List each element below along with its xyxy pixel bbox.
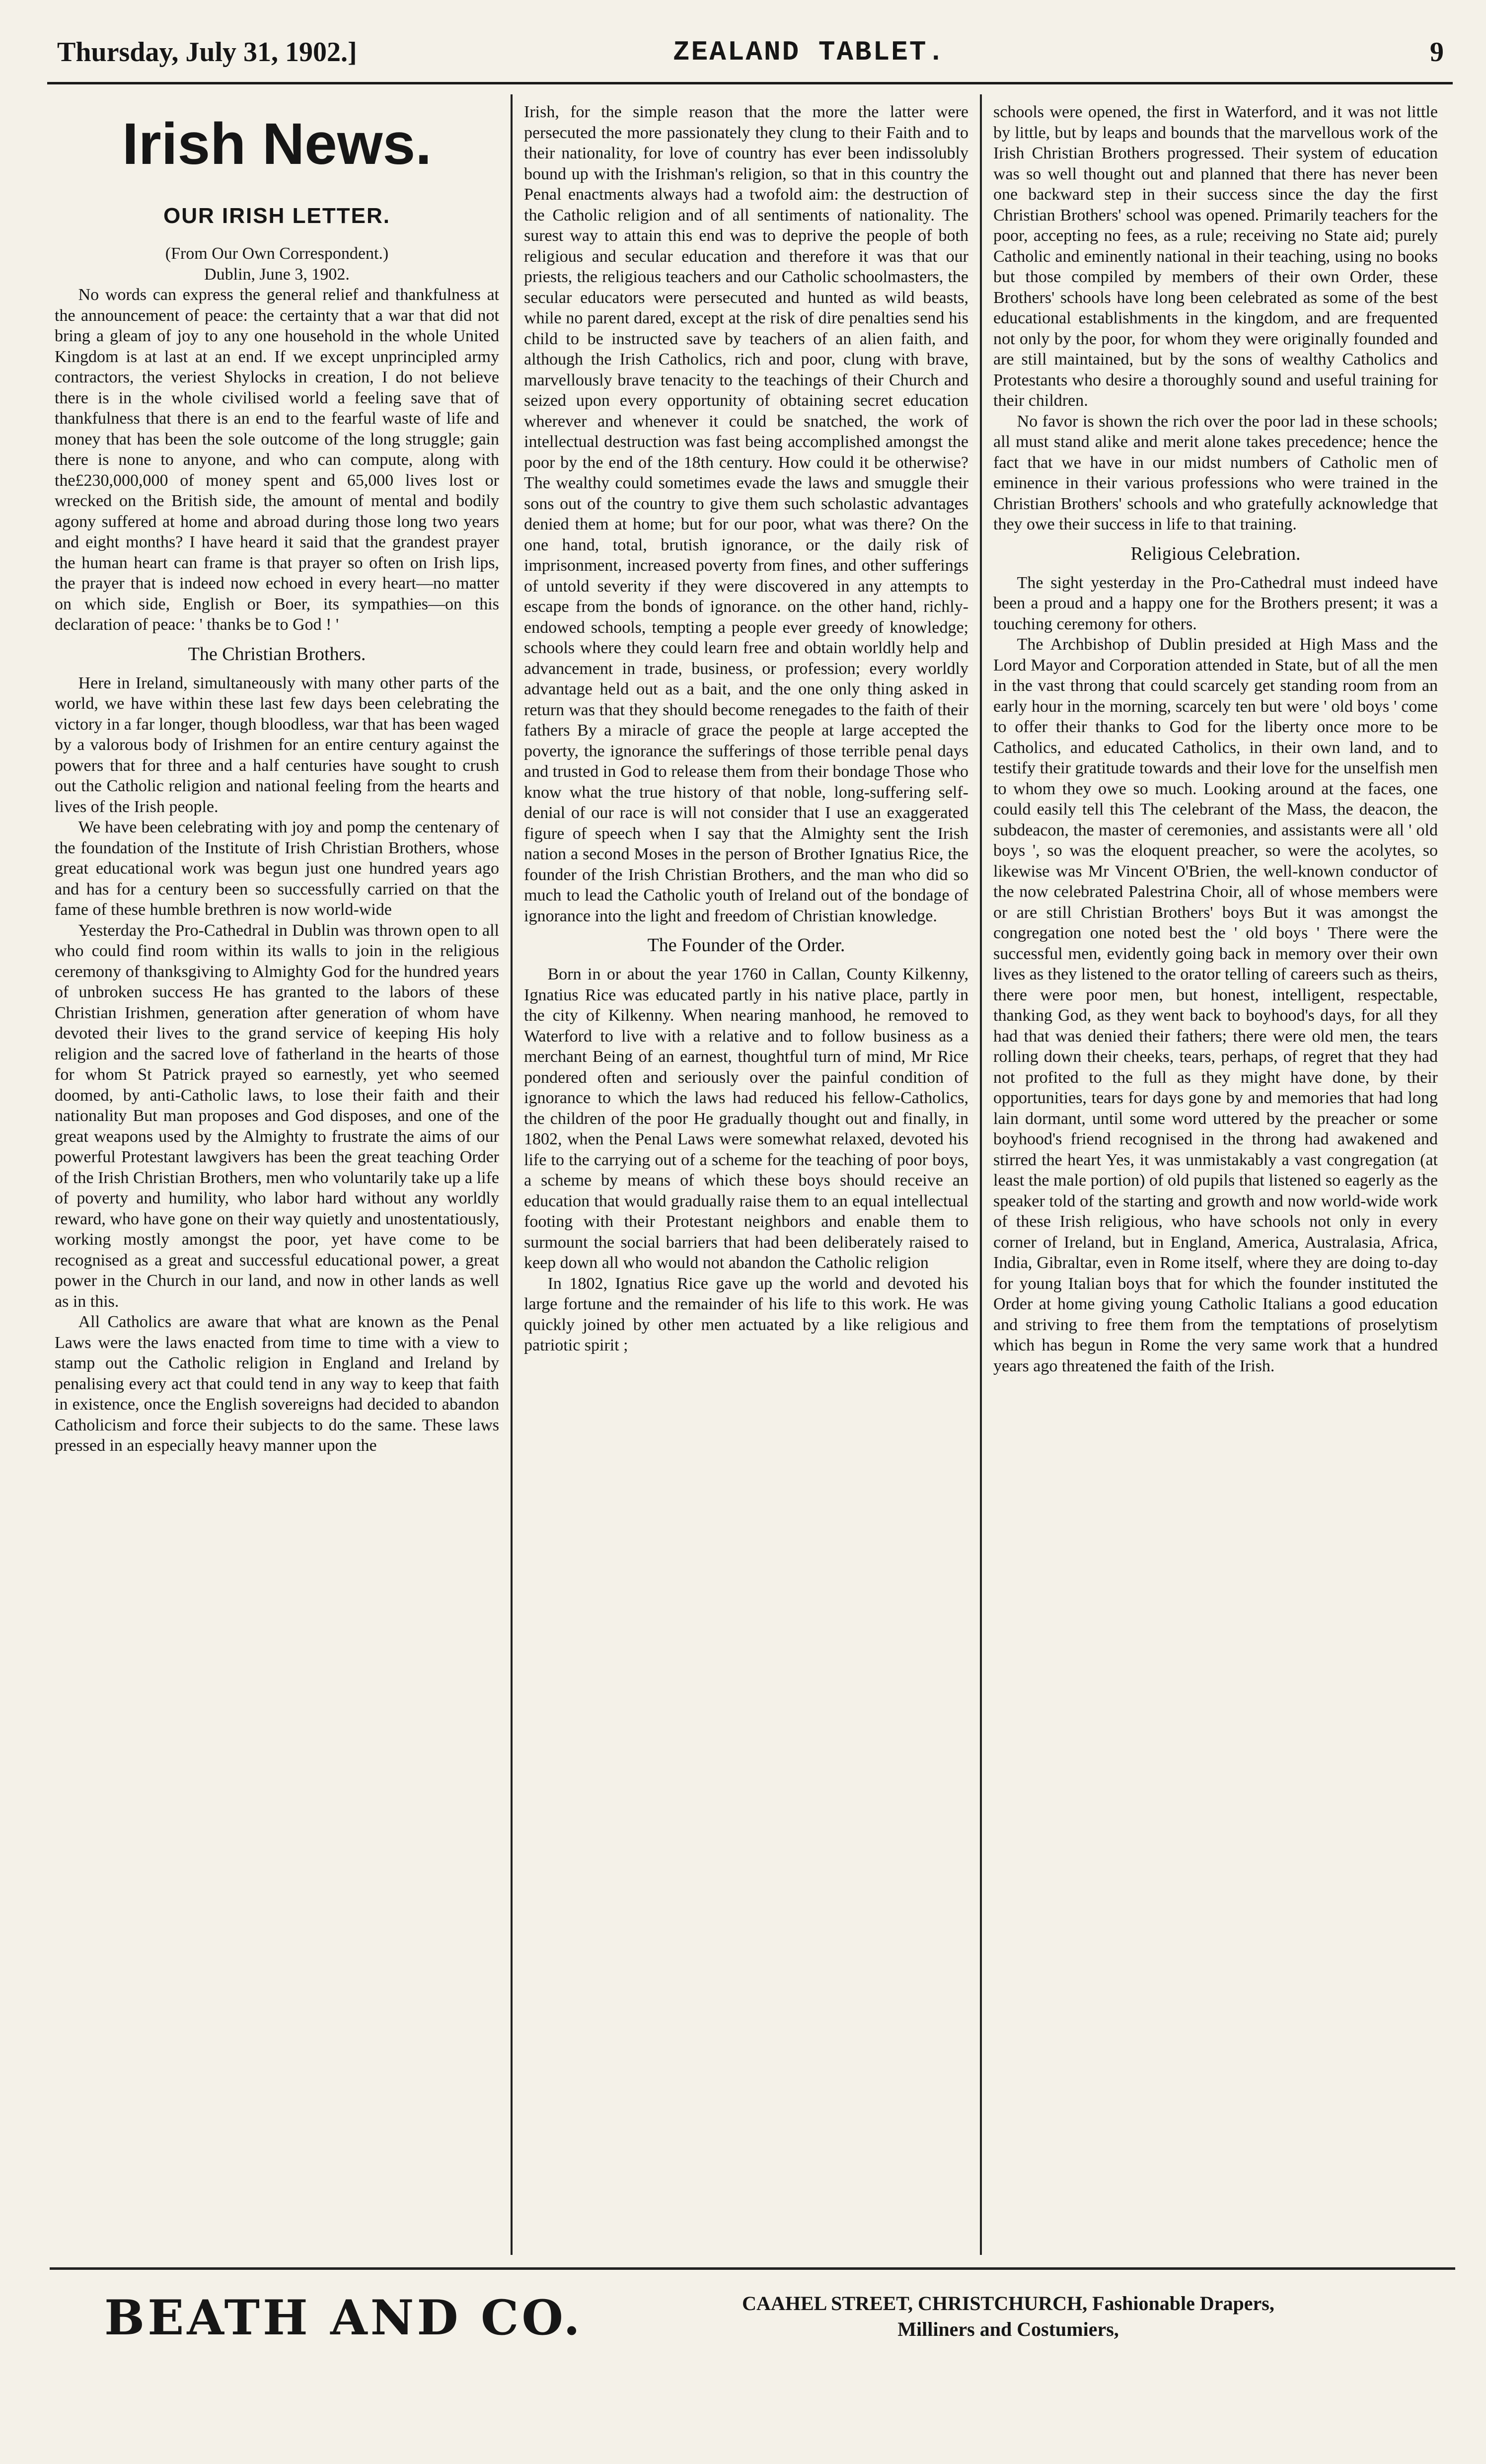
advertisement-line: CAAHEL STREET, CHRISTCHURCH, Fashionable Drapers,	[742, 2292, 1274, 2315]
subheading: The Founder of the Order.	[647, 935, 845, 956]
column-divider	[511, 94, 513, 2255]
page-number: 9	[1430, 37, 1444, 68]
article-headline: OUR IRISH LETTER.	[163, 204, 390, 228]
paragraph: No words can express the general relief and thankfulness at the announcement of peace: the certainty that a war that did not bring a gleam of joy to any one household in the whole United Kingdom is at last at an end. If we except unprincipled army contractors, the veriest Shylocks in creation, I do not believe there is in the whole civilised world a feeling save that of thankfulness that there is an end to the fearful waste of life and money that has been the sole outcome of the long struggle; gain there is none to anyone, and who can compute, along with the£230,000,000 of money spent and 65,000 lives lost or wrecked on the British side, the amount of mental and bodily agony suffered at home and abroad during those long two years and eight months? I have heard it said that the grandest prayer the human heart can frame is that prayer so often on Irish lips, the prayer that is indeed now echoed in every heart—no matter on which side, English or Boer, its sympathies—on this declaration of peace: ' thanks be to God ! '	[55, 286, 499, 634]
paragraph: Irish, for the simple reason that the more the latter were persecuted the more passionately they clung to their Faith and to their nationality, for love of country has ever been indissolubly bound up with the Irishman's religion, so that in this country the Penal enactments always had a twofold aim: the destruction of the Catholic religion and of all sentiments of nationality. The surest way to attain this end was to deprive the people of both religious and secular education and therefore it was that our priests, the religious teachers and our Catholic schoolmasters, the secular educators were persecuted and hunted as wild beasts, while no parent dared, except at the risk of dire penalties send his child to be instructed save by teachers of an alien faith, and although the Irish Catholics, rich and poor, clung with brave, marvellously brave tenacity to the teachings of their Church and seized upon every opportunity of obtaining secret education wherever and whenever it could be snatched, the work of intellectual destruction was fast being accomplished amongst the poor by the end of the 18th century. How could it be otherwise? The wealthy could sometimes evade the laws and smuggle their sons out of the country to give them such scholastic advantages denied them at home; but for our poor, what was there? On the one hand, total, brutish ignorance, or the daily risk of imprisonment, increased poverty from fines, and other sufferings of untold severity if they were discovered in any attempts to escape from the bonds of ignorance. on the other hand, richly-endowed schools, tempting a people ever greedy of knowledge; schools where they could learn free and obtain worldly help and advancement in trade, business, or profession; every worldly advantage held out as a bait, and the one only thing asked in return was that they should become renegades to the faith of their fathers By a miracle of grace the people at large accepted the poverty, the ignorance the sufferings of those terrible penal days and trusted in God to release them from their bondage Those who know what the true history of that noble, long-suffering self-denial of our race is will not consider that I use an exaggerated figure of speech when I say that the Almighty sent the Irish nation a second Moses in the person of Brother Ignatius Rice, the founder of the Irish Christian Brothers, and the man who did so much to lead the Catholic youth of Ireland out of the bondage of ignorance into the light and freedom of Christian knowledge.	[524, 103, 968, 925]
column-3	[993, 102, 1438, 2262]
paragraph: Born in or about the year 1760 in Callan, County Kilkenny, Ignatius Rice was educated partly in his native place, partly in the city of Kilkenny. When nearing manhood, he removed to Waterford to live with a relative and to follow business as a merchant Being of an earnest, thoughtful turn of mind, Mr Rice pondered often and seriously over the painful condition of ignorance to which the laws had reduced his fellow-Catholics, the children of the poor He gradually thought out and finally, in 1802, when the Penal Laws were somewhat relaxed, devoted his life to the carrying out of a scheme for the teaching of poor boys, a scheme by means of which these boys should receive an education that would gradually raise them to an equal intellectual footing with their Protestant neighbors and enable them to surmount the social barriers that had been deliberately raised to keep down all who would not abandon the Catholic religion	[524, 965, 968, 1272]
advertiser-name: BEATH AND CO.	[104, 2290, 583, 2346]
paragraph: In 1802, Ignatius Rice gave up the world and devoted his large fortune and the remainder of his life to this work. He was quickly joined by other men actuated by a like religious and patriotic spirit ;	[524, 1274, 968, 1354]
newspaper-title: ZEALAND TABLET.	[673, 36, 946, 68]
page-header	[47, 27, 1453, 84]
column-2	[524, 102, 968, 2262]
footer-rule	[50, 2267, 1455, 2270]
paragraph: The sight yesterday in the Pro-Cathedral must indeed have been a proud and a happy one for the Brothers present; it was a touching ceremony for others.	[993, 573, 1438, 633]
advertisement-line: Milliners and Costumiers,	[897, 2318, 1119, 2340]
issue-date: Thursday, July 31, 1902.]	[57, 37, 357, 68]
section-title: Irish News.	[122, 111, 432, 177]
byline: (From Our Own Correspondent.)	[165, 244, 389, 263]
subheading: The Christian Brothers.	[188, 643, 366, 665]
paragraph: schools were opened, the first in Waterford, and it was not little by little, but by leaps and bounds that the marvellous work of the Irish Christian Brothers progressed. Their system of education was so well thought out and planned that there has never been one backward step in their success since the day the first Christian Brothers' school was opened. Primarily teachers for the poor, accepting no fees, as a rule; receiving no State aid; purely Catholic and eminently national in their teaching, using no books but those compiled by members of their own Order, these Brothers' schools have long been celebrated as some of the best educational establishments in the kingdom, and are frequented not only by the poor, for whom they were originally founded and are still maintained, but by the sons of wealthy Catholics and Protestants who desire a thoroughly sound and useful training for their children.	[993, 103, 1438, 410]
paragraph: All Catholics are aware that what are known as the Penal Laws were the laws enacted from time to time with a view to stamp out the Catholic religion in England and Ireland by penalising every act that could tend in any way to keep that faith in existence, once the English sovereigns had decided to abandon Catholicism and force their subjects to do the same. These laws pressed in an especially heavy manner upon the	[55, 1313, 499, 1455]
column-divider	[980, 94, 982, 2255]
paragraph: Here in Ireland, simultaneously with many other parts of the world, we have within these last few days been celebrating the victory in a far longer, though bloodless, war that has been waged by a valorous body of Irishmen for an entire century against the powers that for three and a half centuries have sought to crush out the Catholic religion and national feeling from the hearts and lives of the Irish people.	[55, 673, 499, 816]
paragraph: We have been celebrating with joy and pomp the centenary of the foundation of the Institute of Irish Christian Brothers, whose great educational work was begun just one hundred years ago and has for a century been so successfully carried on that the fame of these humble brethren is now world-wide	[55, 818, 499, 919]
subheading: Religious Celebration.	[1130, 543, 1301, 564]
paragraph: Yesterday the Pro-Cathedral in Dublin was thrown open to all who could find room within its walls to join in the religious ceremony of thanksgiving to Almighty God for the hundred years of unbroken success He has granted to the labors of these Christian Irishmen, generation after generation of whom have devoted their lives to the grand service of keeping His holy religion and the sacred love of fatherland in the hearts of those for whom St Patrick prayed so earnestly, yet who seemed doomed, by anti-Catholic laws, to lose their faith and their nationality But man proposes and God disposes, and one of the great weapons used by the Almighty to frustrate the aims of our powerful Protestant lawgivers has been the great teaching Order of the Irish Christian Brothers, men who voluntarily take up a life of poverty and humility, who labor hard without any worldly reward, who have gone on their way quietly and unostentatiously, working mostly amongst the poor, yet have come to be recognised as a great and successful educational power, a great power in the Church in our land, and now in other lands as well as in this.	[55, 921, 499, 1311]
advertisement-text	[661, 2291, 1356, 2342]
paragraph: The Archbishop of Dublin presided at High Mass and the Lord Mayor and Corporation attended in State, but of all the men in the vast throng that could scarcely get standing room from an early hour in the morning, scarcely ten but were ' old boys ' come to offer their thanks to God for the liberty once more to be Catholics, and educated Catholics, in their own land, and to testify their gratitude towards and their love for the unselfish men to whom they owe so much. Looking around at the faces, one could easily tell this The celebrant of the Mass, the deacon, the subdeacon, the master of ceremonies, and assistants were all ' old boys ', so was the eloquent preacher, so were the acolytes, so likewise was Mr Vincent O'Brien, the well-known conductor of the now celebrated Palestrina Choir, all of whose members were or are still Christian Brothers' boys But it was amongst the congregation one noted best the ' old boys ' There were the successful men, evidently going back in memory over their own lives as they listened to the orator telling of careers such as theirs, there were poor men, but honest, intelligent, respectable, thanking God, as they went back to boyhood's days, for all they had that was denied their fathers; there were old men, the tears rolling down their cheeks, tears, perhaps, of regret that they had not profited to the full as they might have done, by their opportunities, tears for days gone by and memories that had long lain dormant, until some word uttered by the preacher or some boyhood's friend recognised in the throng had awakened and stirred the heart Yes, it was unmistakably a vast congregation (at least the male portion) of old pupils that listened so eagerly as the speaker told of the starting and growth and now world-wide work of these Irish religious, who have schools not only in every corner of Ireland, but in England, America, Australasia, Africa, India, Gibraltar, even in Rome itself, where they are doing to-day for young Italian boys that for which the founder instituted the Order at home giving young Catholic Italians a good education and striving to free them from the temptations of proselytism which has begun in Rome the very same work that a hundred years ago threatened the faith of the Irish.	[993, 635, 1438, 1375]
dateline: Dublin, June 3, 1902.	[204, 265, 350, 284]
column-1	[55, 102, 499, 2262]
paragraph: No favor is shown the rich over the poor lad in these schools; all must stand alike and merit alone takes precedence; hence the fact that we have in our midst numbers of Catholic men of eminence in their various professions who were trained in the Christian Brothers' schools and who gratefully acknowledge that they owe their success in life to that training.	[993, 412, 1438, 533]
